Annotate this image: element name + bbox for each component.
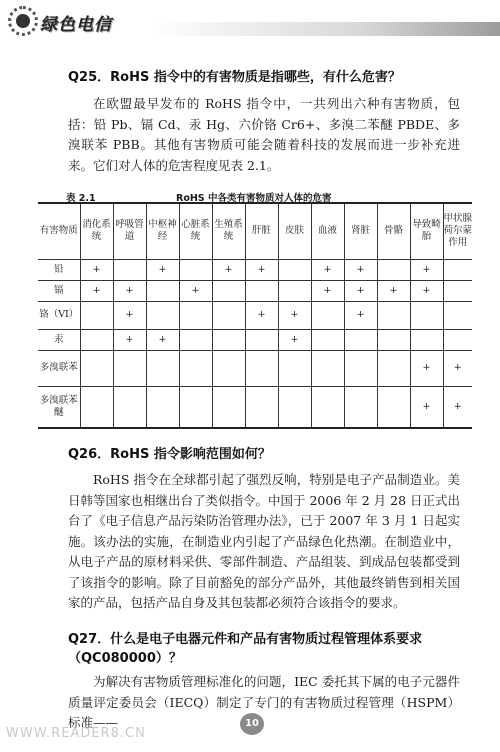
substance-name: 多溴联苯 <box>38 350 80 386</box>
table-row <box>38 386 472 428</box>
hazard-cell: + <box>311 280 344 301</box>
hazard-cell <box>245 280 278 301</box>
hazard-cell <box>212 329 245 350</box>
table-row <box>38 301 472 329</box>
hazard-cell <box>80 329 113 350</box>
table-header-row <box>38 203 472 259</box>
q26-heading: Q26．RoHS 指令影响范围如何？ <box>68 447 271 462</box>
table-row <box>38 350 472 386</box>
hazard-cell <box>113 386 146 428</box>
hazard-cell: + <box>80 259 113 280</box>
hazard-cell <box>179 386 212 428</box>
col-header: 皮肤 <box>278 203 311 259</box>
table-row <box>38 259 472 280</box>
hazard-cell <box>443 259 472 280</box>
hazard-cell: + <box>410 259 443 280</box>
col-header: 有害物质 <box>38 203 80 259</box>
hazard-cell <box>146 386 179 428</box>
q27-heading: Q27．什么是电子电器元件和产品有害物质过程管理体系要求（QC080000）？ <box>68 632 423 666</box>
hazard-cell: + <box>410 280 443 301</box>
q27-paragraph: 为解决有害物质管理标准化的问题，IEC 委托其下属的电子元器件质量评定委员会（IECQ）制定了专门的有害物质过程管理（HSPM）标准—— <box>68 674 460 730</box>
col-header: 甲状腺荷尔蒙作用 <box>443 203 472 259</box>
hazard-cell <box>245 350 278 386</box>
table-title: RoHS 中各类有害物质对人体的危害 <box>176 193 332 204</box>
hazard-cell <box>377 386 410 428</box>
hazard-cell <box>443 329 472 350</box>
hazard-cell: + <box>344 259 377 280</box>
hazard-cell <box>278 386 311 428</box>
hazard-cell: + <box>443 350 472 386</box>
hazard-cell: + <box>113 329 146 350</box>
hazard-cell <box>377 350 410 386</box>
hazard-cell <box>113 259 146 280</box>
hazard-cell: + <box>179 280 212 301</box>
hazard-cell <box>245 386 278 428</box>
hazard-cell <box>146 301 179 329</box>
hazard-cell <box>344 350 377 386</box>
hazard-cell <box>80 301 113 329</box>
series-logo: 绿色电信 <box>40 15 112 35</box>
header-band <box>150 22 500 36</box>
col-header: 血液 <box>311 203 344 259</box>
table-number: 表 2.1 <box>66 193 96 204</box>
col-header: 生殖系统 <box>212 203 245 259</box>
hazard-cell: + <box>344 301 377 329</box>
hazard-cell <box>278 280 311 301</box>
hazard-cell <box>344 386 377 428</box>
substance-name: 镉 <box>38 280 80 301</box>
hazard-cell: + <box>245 301 278 329</box>
hazard-cell <box>311 329 344 350</box>
page-number: 10 <box>240 713 264 735</box>
hazard-cell <box>377 259 410 280</box>
hazard-cell: + <box>311 259 344 280</box>
hazard-cell <box>212 301 245 329</box>
hazard-cell <box>410 329 443 350</box>
hazard-cell: + <box>344 280 377 301</box>
hazard-cell: + <box>113 280 146 301</box>
table-body <box>38 259 472 428</box>
col-header: 肾脏 <box>344 203 377 259</box>
hazard-cell <box>212 280 245 301</box>
hazard-cell: + <box>113 301 146 329</box>
table-row <box>38 329 472 350</box>
hazard-cell: + <box>146 329 179 350</box>
col-header: 导致畸胎 <box>410 203 443 259</box>
q25-paragraph: 在欧盟最早发布的 RoHS 指令中，一共列出六种有害物质，包括：铅 Pb、镉 Cd、汞 Hg、六价铬 Cr6+、多溴二苯醚 PBDE、多溴联苯 PBB。其他有害物质可能会随着科技的发展而进一步补充进来。它们对人体的危害程度见表 2.1。 <box>68 96 460 173</box>
hazard-cell <box>113 350 146 386</box>
hazard-cell <box>278 259 311 280</box>
hazard-cell <box>179 301 212 329</box>
hazard-cell <box>377 329 410 350</box>
hazard-cell: + <box>80 280 113 301</box>
hazard-cell <box>212 350 245 386</box>
substance-name: 多溴联苯醚 <box>38 386 80 428</box>
hazard-cell: + <box>212 259 245 280</box>
hazard-cell: + <box>410 386 443 428</box>
hazard-cell <box>80 350 113 386</box>
hazard-cell <box>245 329 278 350</box>
gear-hub-icon <box>16 14 30 28</box>
col-header: 心脏系统 <box>179 203 212 259</box>
hazard-cell <box>212 386 245 428</box>
hazard-cell: + <box>278 301 311 329</box>
hazard-table <box>38 202 472 429</box>
hazard-cell <box>311 386 344 428</box>
col-header: 消化系统 <box>80 203 113 259</box>
substance-name: 铬（VI） <box>38 301 80 329</box>
hazard-cell <box>377 301 410 329</box>
col-header: 呼吸管道 <box>113 203 146 259</box>
hazard-cell: + <box>410 350 443 386</box>
hazard-cell <box>443 280 472 301</box>
hazard-cell <box>311 301 344 329</box>
substance-name: 汞 <box>38 329 80 350</box>
hazard-cell <box>410 301 443 329</box>
col-header: 骨骼 <box>377 203 410 259</box>
hazard-cell <box>179 259 212 280</box>
hazard-cell <box>146 280 179 301</box>
hazard-cell: + <box>245 259 278 280</box>
hazard-cell: + <box>278 329 311 350</box>
hazard-cell <box>443 301 472 329</box>
hazard-cell <box>278 350 311 386</box>
hazard-cell <box>179 350 212 386</box>
page-header <box>0 0 500 46</box>
col-header: 中枢神经 <box>146 203 179 259</box>
q25-heading: Q25．RoHS 指令中的有害物质是指哪些，有什么危害？ <box>68 70 401 85</box>
hazard-cell <box>344 329 377 350</box>
substance-name: 铅 <box>38 259 80 280</box>
table-row <box>38 280 472 301</box>
watermark-url: WWW.READER8.CN <box>6 726 146 741</box>
hazard-cell <box>146 350 179 386</box>
q26-paragraph: RoHS 指令在全球都引起了强烈反响，特别是电子产品制造业。美日韩等国家也相继出台了类似指令。中国于 2006 年 2 月 28 日正式出台了《电子信息产品污染防治管理办法》，已于 2007 年 3 月 1 日起实施。该办法的实施，在制造业内引起了产品绿色化热潮。在制造业中，从电子产品的原材料采供、零部件制造、产品组装、到成品包装都受到了该指令的影响。除了目前豁免的部分产品外，其他最终销售到相关国家的产品，包括产品自身及其包装都必须符合该指令的要求。 <box>68 472 461 610</box>
hazard-cell <box>179 329 212 350</box>
col-header: 肝脏 <box>245 203 278 259</box>
hazard-cell: + <box>146 259 179 280</box>
hazard-cell <box>80 386 113 428</box>
hazard-cell: + <box>443 386 472 428</box>
hazard-cell <box>311 350 344 386</box>
hazard-cell: + <box>377 280 410 301</box>
